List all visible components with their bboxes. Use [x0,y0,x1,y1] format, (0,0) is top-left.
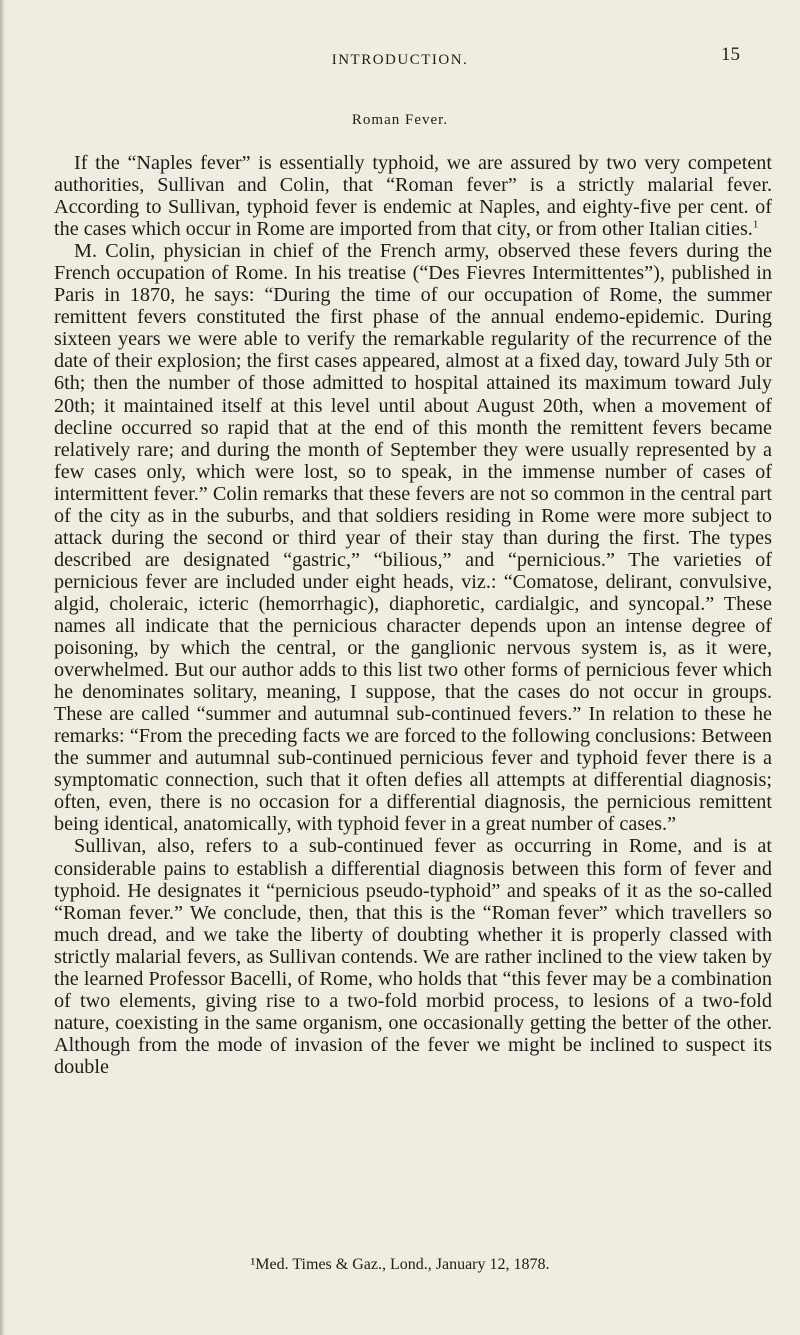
paragraph-3: Sullivan, also, refers to a sub-continued fever as occurring in Rome, and is at considerable pains to establish a differential diagnosis between this form of fever and typhoid. He designates it “pernicious pseudo-typhoid” and speaks of it as the so-called “Roman fever.” We conclude, then, that this is the “Roman fever” which travellers so much dread, and we take the liberty of doubting whether it is properly classed with strictly malarial fevers, as Sullivan contends. We are rather inclined to the view taken by the learned Professor Bacelli, of Rome, who holds that “this fever may be a combination of two elements, giving rise to a two-fold morbid process, to lesions of a two-fold nature, coexisting in the same organism, one occasionally getting the better of the other. Although from the mode of invasion of the fever we might be inclined to suspect its double [54,835,772,1078]
page-number: 15 [721,44,740,65]
paragraph-2: M. Colin, physician in chief of the French army, observed these fevers during the French occupation of Rome. In his treatise (“Des Fievres Intermittentes”), published in Paris in 1870, he says: “During the time of our occupation of Rome, the summer remittent fevers constituted the first phase of the annual endemo-epidemic. During sixteen years we were able to verify the remarkable regularity of the recurrence of the date of their explosion; the first cases appeared, almost at a fixed day, toward July 5th or 6th; then the number of those admitted to hospital attained its maximum toward July 20th; it maintained itself at this level until about August 20th, when a movement of decline occurred so rapid that at the end of this month the remittent fevers became relatively rare; and during the month of September they were usually represented by a few cases only, which were lost, so to speak, in the immense number of cases of intermittent fever.” Colin remarks that these fevers are not so common in the central part of the city as in the suburbs, and that soldiers residing in Rome were more subject to attack during the second or third year of their stay than during the first. The types described are designated “gastric,” “bilious,” and “pernicious.” The varieties of pernicious fever are included under eight heads, viz.: “Comatose, delirant, convulsive, algid, choleraic, icteric (hemorrhagic), diaphoretic, cardialgic, and syncopal.” These names all indicate that the pernicious character depends upon an intense degree of poisoning, by which the central, or the ganglionic nervous system is, as it were, overwhelmed. But our author adds to this list two other forms of pernicious fever which he denominates solitary, meaning, I suppose, that the cases do not occur in groups. These are called “summer and autumnal sub-continued fevers.” In relation to these he remarks: “From the preceding facts we are forced to the following conclusions: Between the summer and autumnal sub-continued pernicious fever and typhoid fever there is a symptomatic connection, such that it often defies all attempts at differential diagnosis; often, even, there is no occasion for a differential diagnosis, the pernicious remittent being identical, anatomically, with typhoid fever in a great number of cases.” [54,240,772,836]
paragraph-1 [54,152,772,240]
footnote-marker: 1 [752,218,759,231]
body-text [54,152,772,1078]
page-edge-shadow [0,0,5,1335]
running-head: INTRODUCTION. [331,52,469,68]
section-title: Roman Fever. [351,112,449,128]
paragraph-1-text: If the “Naples fever” is essentially typhoid, we are assured by two very competent authorities, Sullivan and Colin, that “Roman fever” is a strictly malarial fever. According to Sullivan, typhoid fever is endemic at Naples, and eighty-five per cent. of the cases which occur in Rome are imported from that city, or from other Italian cities. [54,152,772,241]
footnote: ¹Med. Times & Gaz., Lond., January 12, 1878. [250,1256,550,1273]
